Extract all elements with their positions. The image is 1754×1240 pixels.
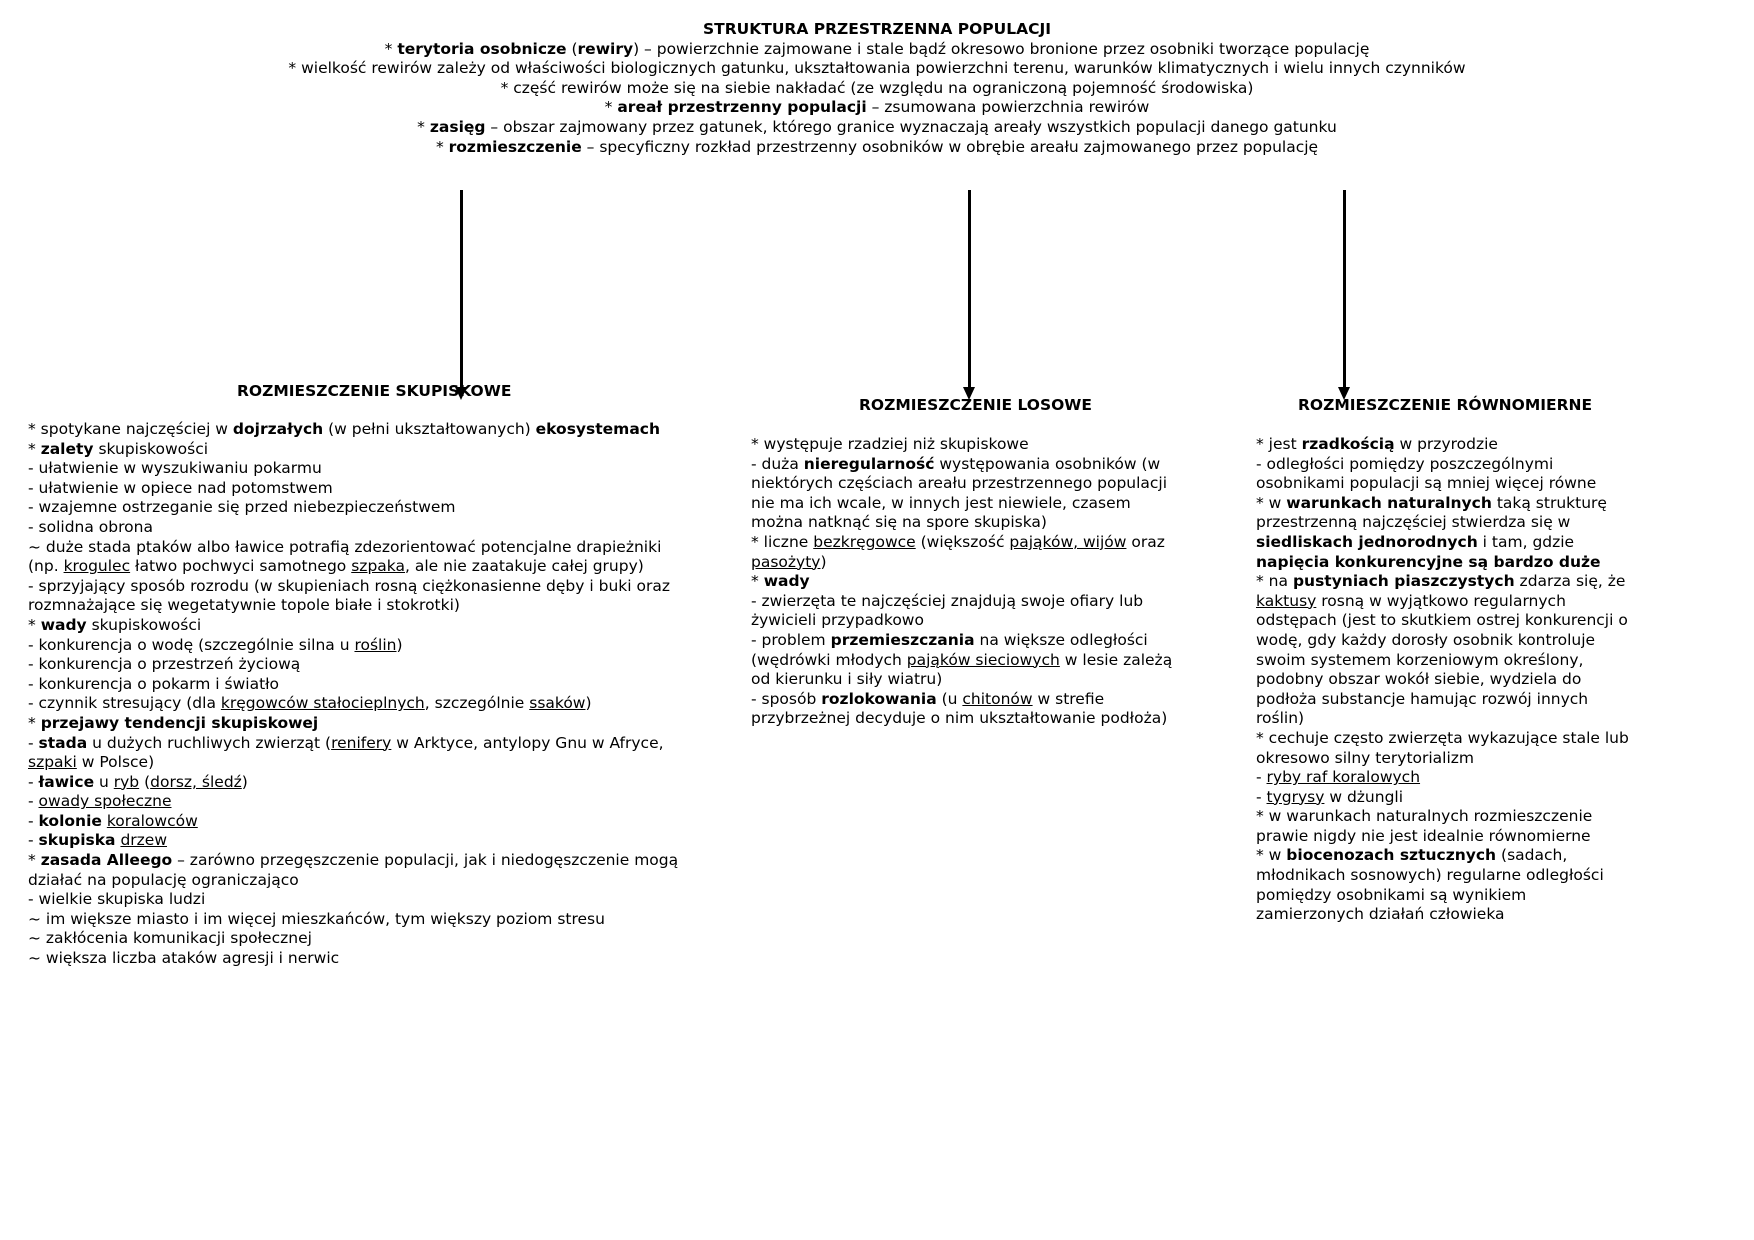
bold-term: ekosystemach [535, 420, 661, 438]
text-segment: osobnikami populacji są mniej więcej równe [1256, 474, 1597, 493]
arrow-to-uniform [1343, 190, 1346, 388]
text-segment: - duża [751, 454, 804, 473]
text-segment: – obszar zajmowany przez gatunek, którego granice wyznaczają areały wszystkich populacji danego gatunku [485, 117, 1337, 136]
text-segment: - solidna obrona [28, 517, 153, 536]
text-segment: u dużych ruchliwych zwierząt ( [87, 733, 332, 752]
text-line [28, 538, 743, 558]
text-segment: prawie nigdy nie jest idealnie równomierne [1256, 826, 1591, 845]
text-line [1256, 651, 1696, 671]
bold-term: ławice [38, 772, 95, 791]
text-segment: na większe odległości [974, 630, 1148, 649]
text-segment: rosną w wyjątkowo regularnych [1316, 591, 1566, 610]
text-line [28, 734, 743, 754]
text-line [28, 812, 743, 832]
text-line [28, 577, 743, 597]
text-segment: * cechuje często zwierzęta wykazujące stale lub [1256, 728, 1629, 747]
text-line [1256, 690, 1696, 710]
text-segment: - konkurencja o pokarm i światło [28, 674, 280, 693]
underlined-term: szpaki [28, 753, 77, 772]
underlined-term: krogulec [63, 557, 131, 576]
text-segment: w Arktyce, antylopy Gnu w Afryce, [391, 733, 664, 752]
underlined-term: chitonów [962, 689, 1033, 708]
header-lines [0, 40, 1754, 158]
text-segment: – zarówno przegęszczenie populacji, jak i niedogęszczenie mogą [172, 851, 679, 870]
text-segment: (sadach, [1496, 846, 1568, 865]
text-segment: ~ im większe miasto i im więcej mieszkańców, tym większy poziom stresu [28, 909, 605, 928]
text-line [1256, 572, 1696, 592]
text-line [1256, 749, 1696, 769]
text-line [28, 871, 743, 891]
header [0, 20, 1754, 157]
text-line [28, 831, 743, 851]
text-segment: nie ma ich wcale, w innych jest niewiele, czasem [751, 493, 1131, 512]
bold-term: terytoria osobnicze [397, 39, 567, 58]
text-segment: ( [566, 39, 578, 58]
text-segment: skupiskowości [86, 615, 202, 634]
text-line [751, 592, 1221, 612]
text-segment: ~ duże stada ptaków albo ławice potrafią zdezorientować potencjalne drapieżniki [28, 537, 662, 556]
text-segment: - [28, 831, 39, 850]
text-line [28, 890, 743, 910]
text-segment: - problem [751, 630, 831, 649]
text-segment: w strefie [1032, 689, 1105, 708]
underlined-term: renifery [331, 733, 392, 752]
text-line [0, 118, 1754, 138]
text-segment: - ułatwienie w wyszukiwaniu pokarmu [28, 459, 322, 478]
text-line [1256, 631, 1696, 651]
text-segment: podłoża substancje hamując rozwój innych [1256, 689, 1589, 708]
text-line [0, 59, 1754, 79]
text-line [1256, 611, 1696, 631]
text-line [28, 675, 743, 695]
text-line [751, 455, 1221, 475]
text-line [28, 636, 743, 656]
text-line [751, 631, 1221, 651]
text-segment: - [28, 772, 39, 791]
bold-term: warunkach naturalnych [1286, 493, 1492, 512]
text-segment: w przyrodzie [1394, 435, 1498, 453]
underlined-term: koralowców [106, 811, 198, 830]
text-line [28, 655, 743, 675]
text-segment: * [751, 572, 764, 591]
text-segment: ~ większa liczba ataków agresji i nerwic [28, 949, 340, 968]
bold-term: wady [763, 572, 810, 591]
text-line [1256, 533, 1696, 553]
text-segment: - zwierzęta te najczęściej znajdują swoje ofiary lub [751, 591, 1144, 610]
text-segment: – zsumowana powierzchnia rewirów [866, 98, 1150, 117]
text-line [1256, 846, 1696, 866]
bold-term: nieregularność [803, 454, 935, 473]
bold-term: kolonie [38, 811, 102, 830]
text-segment: ( [139, 772, 151, 791]
text-segment: ) [241, 772, 248, 791]
arrow-to-random [968, 190, 971, 388]
bold-term: rozmieszczenie [448, 137, 582, 156]
text-segment: przestrzenną najczęściej stwierdza się w [1256, 513, 1571, 532]
text-segment: od kierunku i siły wiatru) [751, 670, 943, 689]
text-segment: - konkurencja o wodę (szczególnie silna u [28, 635, 355, 654]
bold-term: biocenozach sztucznych [1286, 846, 1497, 865]
text-segment: u [94, 772, 114, 791]
underlined-term: pasożyty [751, 552, 821, 571]
text-segment: * [384, 39, 398, 58]
text-segment: * liczne [751, 532, 814, 551]
underlined-term: kręgowców stałocieplnych [220, 694, 425, 713]
text-line [1256, 866, 1696, 886]
underlined-term: pająków, wijów [1009, 532, 1127, 551]
bold-term: wady [40, 615, 87, 634]
text-segment: występowania osobników (w [934, 454, 1161, 473]
text-segment: w dżungli [1324, 787, 1404, 806]
text-segment: podobny obszar wokół siebie, wydziela do [1256, 670, 1582, 689]
text-line [751, 435, 1221, 455]
text-line [751, 611, 1221, 631]
text-line [1256, 827, 1696, 847]
bold-term: zasięg [429, 117, 486, 136]
text-line [751, 709, 1221, 729]
text-segment: * [604, 98, 618, 117]
text-line [751, 553, 1221, 573]
text-segment: (w pełni ukształtowanych) [323, 420, 536, 438]
bold-term: stada [38, 733, 88, 752]
text-segment: * część rewirów może się na siebie nakładać (ze względu na ograniczoną pojemność środowiska) [500, 78, 1254, 97]
text-line [1256, 435, 1696, 455]
text-line [1256, 474, 1696, 494]
underlined-term: kaktusy [1256, 591, 1317, 610]
text-segment: zamierzonych działań człowieka [1256, 905, 1505, 924]
column-title-uniform: ROZMIESZCZENIE RÓWNOMIERNE [1298, 396, 1593, 414]
text-segment: (wędrówki młodych [751, 650, 907, 669]
text-segment: okresowo silny terytorializm [1256, 748, 1475, 767]
text-segment: * w [1256, 493, 1287, 512]
text-line [28, 440, 743, 460]
text-line [28, 557, 743, 577]
text-segment: - [28, 792, 39, 811]
text-segment: - ułatwienie w opiece nad potomstwem [28, 478, 333, 497]
text-line [1256, 494, 1696, 514]
text-line [1256, 788, 1696, 808]
text-line [28, 929, 743, 949]
text-line [28, 518, 743, 538]
bold-term: dojrzałych [232, 420, 324, 438]
text-line [751, 651, 1221, 671]
text-segment: – specyficzny rozkład przestrzenny osobników w obrębie areału zajmowanego przez populację [581, 137, 1319, 156]
text-segment: można natknąć się na spore skupiska) [751, 513, 1047, 532]
text-segment: roślin) [1256, 709, 1305, 728]
text-line [1256, 768, 1696, 788]
text-segment: rozmnażające się wegetatywnie topole białe i stokrotki) [28, 596, 460, 615]
text-segment: (u [936, 689, 963, 708]
text-line [1256, 670, 1696, 690]
text-segment: - [1256, 768, 1267, 787]
bold-term: rzadkością [1301, 435, 1395, 453]
column-title-clumped: ROZMIESZCZENIE SKUPISKOWE [237, 382, 512, 400]
text-segment: - sprzyjający sposób rozrodu (w skupieniach rosną ciężkonasienne dęby i buki oraz [28, 576, 670, 595]
text-segment: * w [1256, 846, 1287, 865]
text-line [1256, 592, 1696, 612]
text-segment: - wielkie skupiska ludzi [28, 890, 206, 909]
text-segment: * spotykane najczęściej w [28, 420, 233, 438]
column-clumped [28, 420, 743, 969]
text-segment: - [1256, 787, 1267, 806]
text-segment: w Polsce) [76, 753, 155, 772]
text-line [1256, 553, 1696, 573]
text-segment: - wzajemne ostrzeganie się przed niebezpieczeństwem [28, 498, 456, 517]
bold-term: skupiska [38, 831, 116, 850]
text-segment: * w warunkach naturalnych rozmieszczenie [1256, 807, 1593, 826]
text-segment: ) [585, 694, 592, 713]
text-line [751, 690, 1221, 710]
text-segment: (większość [915, 532, 1010, 551]
underlined-term: ryb [113, 772, 140, 791]
text-segment: - [28, 811, 39, 830]
text-segment: taką strukturę [1491, 493, 1607, 512]
text-segment: * [28, 713, 41, 732]
text-segment: odstępach (jest to skutkiem ostrej konkurencji o [1256, 611, 1628, 630]
text-segment: * występuje rzadziej niż skupiskowe [751, 435, 1029, 453]
text-segment: * [28, 439, 41, 458]
bold-term: zasada Alleego [40, 851, 173, 870]
text-segment: wodę, gdy każdy dorosły osobnik kontroluje [1256, 630, 1596, 649]
text-line [751, 474, 1221, 494]
text-line [28, 459, 743, 479]
bold-term: napięcia konkurencyjne są bardzo duże [1256, 552, 1601, 571]
text-segment: zdarza się, że [1514, 572, 1626, 591]
underlined-term: drzew [120, 831, 168, 850]
text-segment: działać na populację ograniczająco [28, 870, 299, 889]
underlined-term: bezkręgowce [813, 532, 916, 551]
underlined-term: szpaka [351, 557, 405, 576]
text-line [751, 494, 1221, 514]
text-line [28, 714, 743, 734]
bold-term: przejawy tendencji skupiskowej [40, 713, 319, 732]
text-line [751, 513, 1221, 533]
arrow-to-clumped [460, 190, 463, 388]
text-segment: - konkurencja o przestrzeń życiową [28, 655, 301, 674]
column-title-random: ROZMIESZCZENIE LOSOWE [859, 396, 1092, 414]
bold-term: areał przestrzenny populacji [617, 98, 867, 117]
text-segment: * [28, 615, 41, 634]
text-segment: , szczególnie [424, 694, 530, 713]
text-line [28, 420, 743, 440]
text-line [0, 79, 1754, 99]
text-line [1256, 513, 1696, 533]
text-line [28, 910, 743, 930]
text-line [0, 138, 1754, 158]
bold-term: siedliskach jednorodnych [1256, 532, 1478, 551]
text-segment: przybrzeżnej decyduje o nim ukształtowanie podłoża) [751, 709, 1168, 728]
underlined-term: ssaków [529, 694, 586, 713]
text-segment: ) [820, 552, 827, 571]
bold-term: rozlokowania [821, 689, 937, 708]
underlined-term: pająków sieciowych [906, 650, 1060, 669]
text-line [1256, 807, 1696, 827]
text-segment: w lesie zależą [1059, 650, 1173, 669]
text-segment: * [417, 117, 430, 136]
text-segment: - czynnik stresujący (dla [28, 694, 221, 713]
text-line [28, 792, 743, 812]
text-line [1256, 455, 1696, 475]
text-line [28, 596, 743, 616]
text-line [28, 694, 743, 714]
text-line [751, 670, 1221, 690]
text-segment: żywicieli przypadkowo [751, 611, 924, 630]
text-line [28, 479, 743, 499]
text-segment: * jest [1256, 435, 1302, 453]
text-segment: skupiskowości [93, 439, 209, 458]
column-random [751, 435, 1221, 729]
underlined-term: tygrysy [1266, 787, 1325, 806]
text-line [28, 773, 743, 793]
text-segment: * wielkość rewirów zależy od właściwości biologicznych gatunku, ukształtowania powierzchni terenu, warunków klimatycznych i wielu innych czynników [288, 59, 1466, 78]
page-title: STRUKTURA PRZESTRZENNA POPULACJI [703, 20, 1051, 38]
text-segment: - odległości pomiędzy poszczególnymi [1256, 454, 1554, 473]
text-line [28, 616, 743, 636]
text-line [28, 851, 743, 871]
text-line [0, 40, 1754, 60]
bold-term: zalety [40, 439, 94, 458]
text-segment: - [28, 733, 39, 752]
text-segment: pomiędzy osobnikami są wynikiem [1256, 885, 1527, 904]
text-segment: * na [1256, 572, 1293, 591]
text-line [751, 572, 1221, 592]
text-segment: swoim systemem korzeniowym określony, [1256, 650, 1584, 669]
text-line [28, 949, 743, 969]
text-line [1256, 709, 1696, 729]
text-line [1256, 905, 1696, 925]
text-segment: - sposób [751, 689, 822, 708]
bold-term: przemieszczania [830, 630, 975, 649]
text-segment: łatwo pochwyci samotnego [130, 557, 352, 576]
text-line [28, 498, 743, 518]
text-segment: niektórych częściach areału przestrzennego populacji [751, 474, 1168, 493]
underlined-term: dorsz, śledź [150, 772, 242, 791]
text-line [0, 98, 1754, 118]
text-line [28, 753, 743, 773]
bold-term: pustyniach piaszczystych [1292, 572, 1515, 591]
text-segment: młodnikach sosnowych) regularne odległości [1256, 866, 1604, 885]
bold-term: rewiry [577, 39, 634, 58]
text-line [751, 533, 1221, 553]
text-segment: * [28, 851, 41, 870]
text-segment: i tam, gdzie [1477, 532, 1575, 551]
text-segment: oraz [1126, 532, 1165, 551]
text-line [1256, 886, 1696, 906]
text-line [1256, 729, 1696, 749]
text-segment: ~ zakłócenia komunikacji społecznej [28, 929, 312, 948]
underlined-term: roślin [354, 635, 397, 654]
underlined-term: ryby raf koralowych [1266, 768, 1421, 787]
column-uniform [1256, 435, 1696, 925]
text-segment: (np. [28, 557, 64, 576]
text-segment: ) [396, 635, 403, 654]
underlined-term: owady społeczne [38, 792, 172, 811]
text-segment: , ale nie zaatakuje całej grupy) [405, 557, 644, 576]
text-segment: ) – powierzchnie zajmowane i stale bądź okresowo bronione przez osobniki tworzące populację [633, 39, 1370, 58]
text-segment: * [435, 137, 449, 156]
